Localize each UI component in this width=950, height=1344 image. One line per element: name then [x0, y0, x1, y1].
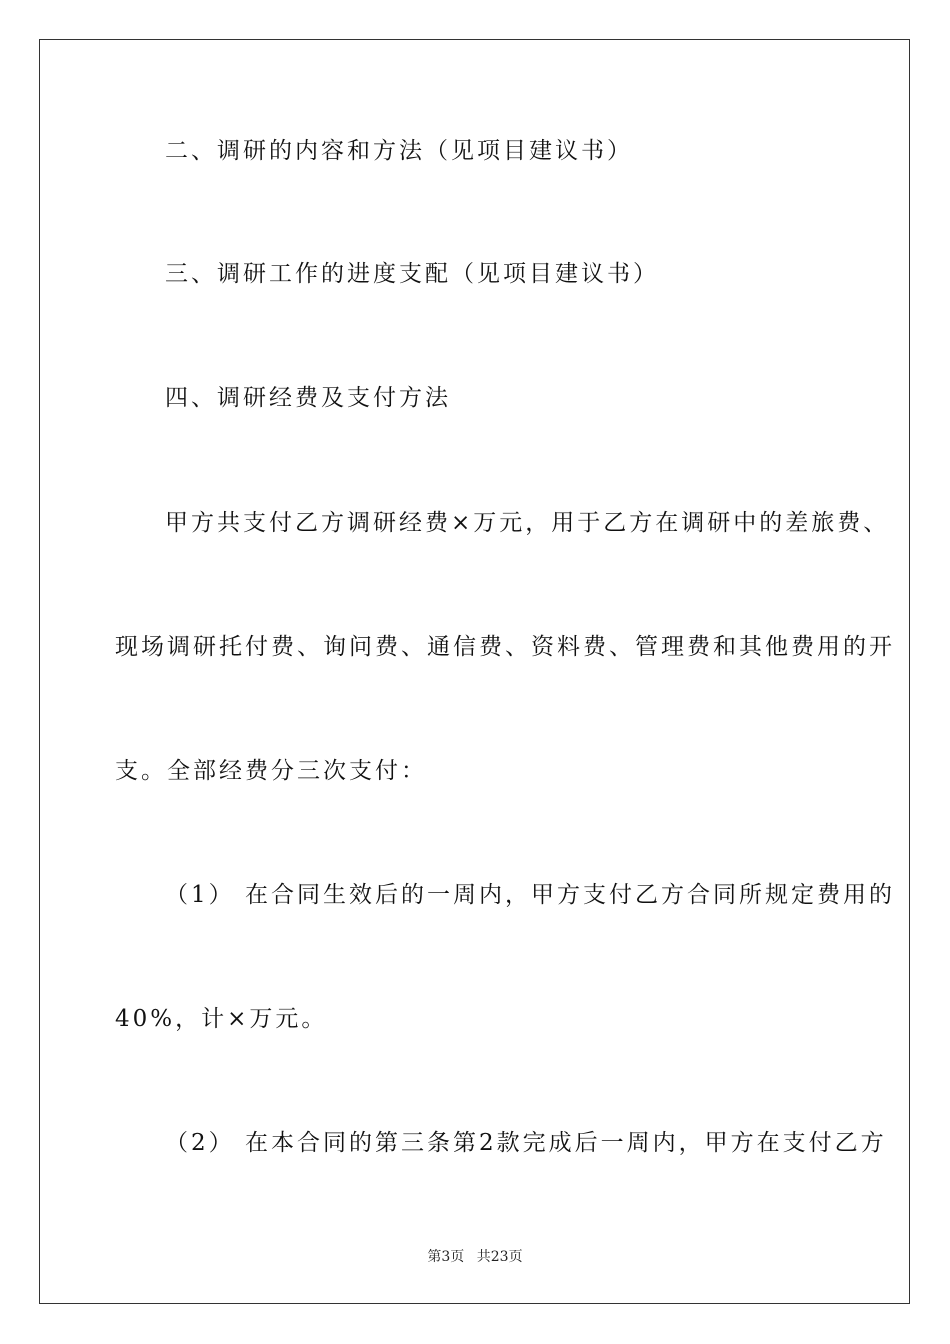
paragraph-line-1: 甲方共支付乙方调研经费×万元，用于乙方在调研中的差旅费、	[165, 510, 890, 536]
payment-item-1-line-2: 40%，计×万元。	[115, 1006, 328, 1032]
paragraph-line-3: 支。全部经费分三次支付：	[115, 758, 427, 784]
heading-section-4: 四、调研经费及支付方法	[165, 385, 451, 411]
heading-section-3: 三、调研工作的进度支配（见项目建议书）	[165, 261, 659, 287]
page-footer	[0, 1246, 950, 1266]
payment-item-2-line-1: （2） 在本合同的第三条第2款完成后一周内，甲方在支付乙方	[165, 1130, 887, 1156]
paragraph-line-2: 现场调研托付费、询问费、通信费、资料费、管理费和其他费用的开	[115, 634, 895, 660]
payment-item-1-line-1: （1） 在合同生效后的一周内，甲方支付乙方合同所规定费用的	[165, 882, 895, 908]
page-border	[39, 39, 910, 1304]
page-number: 第3页	[427, 1249, 465, 1265]
heading-section-2: 二、调研的内容和方法（见项目建议书）	[165, 138, 633, 164]
page-total: 共23页	[476, 1249, 523, 1265]
